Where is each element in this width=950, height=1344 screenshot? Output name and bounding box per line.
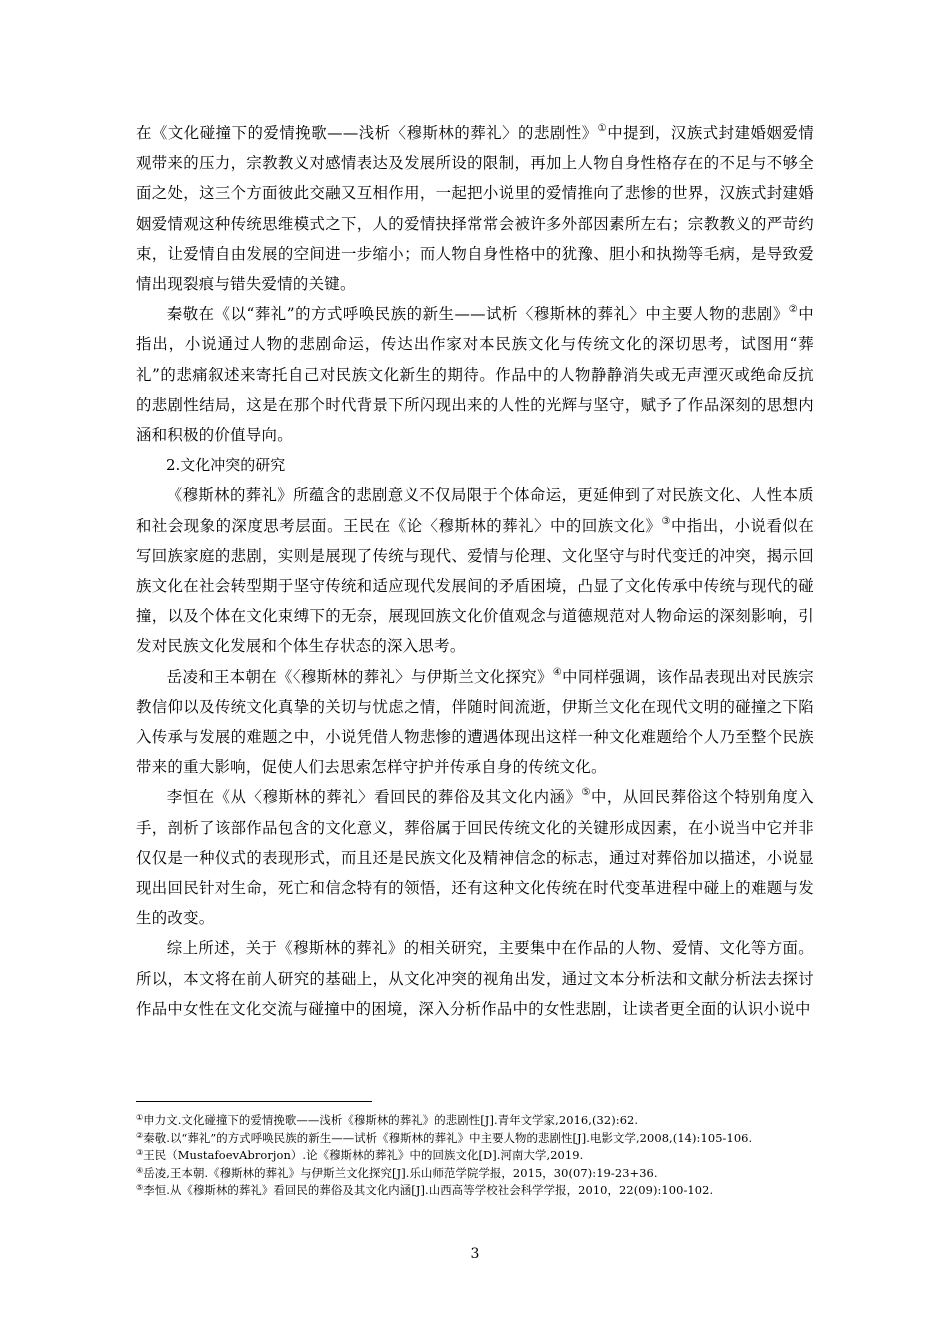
paragraph: 综上所述，关于《穆斯林的葬礼》的相关研究，主要集中在作品的人物、爱情、文化等方面。所以，本文将在前人研究的基础上，从文化冲突的视角出发，通过文本分析法和文献分析法去探讨作品中女性在文化交流与碰撞中的困境，深入分析作品中的女性悲剧，让读者更全面的认识小说中	[136, 939, 814, 1018]
footnote-ref: ①	[597, 123, 608, 134]
paragraph: 岳凌和王本朝在《〈穆斯林的葬礼〉与伊斯兰文化探究》④中同样强调，该作品表现出对民族宗教信仰以及传统文化真挚的关切与忧虑之情，伴随时间流逝，伊斯兰文化在现代文明的碰撞之下陷入传承与发展的难题之中，小说凭借人物悲惨的遭遇体现出这样一种文化难题给个人乃至整个民族带来的重大影响，促使人们去思索怎样守护并传承自身的传统文化。	[136, 666, 814, 777]
body-text	[136, 118, 814, 1024]
paragraph: 李恒在《从〈穆斯林的葬礼〉看回民的葬俗及其文化内涵》⑤中，从回民葬俗这个特别角度入手，剖析了该部作品包含的文化意义，葬俗属于回民传统文化的关键形成因素，在小说当中它并非仅仅是一种仪式的表现形式，而且还是民族文化及精神信念的标志，通过对葬俗加以描述，小说显现出回民针对生命，死亡和信念特有的领悟，还有这种文化传统在时代变革进程中碰上的难题与发生的改变。	[136, 787, 814, 928]
footnotes	[136, 1112, 826, 1200]
footnote-ref: ⑤	[581, 787, 591, 799]
footnote: ⑤李恒.从《穆斯林的葬礼》看回民的葬俗及其文化内涵[J].山西高等学校社会科学学报，2010，22(09):100-102.	[136, 1183, 714, 1197]
footnote-separator	[136, 1101, 372, 1102]
footnote: ③王民（MustafoevAbrorjon）.论《穆斯林的葬礼》中的回族文化[D].河南大学,2019.	[136, 1148, 584, 1162]
footnote-ref: ③	[661, 515, 671, 527]
paragraph: 秦敬在《以“葬礼”的方式呼唤民族的新生——试析〈穆斯林的葬礼〉中主要人物的悲剧》②中指出，小说通过人物的悲剧命运，传达出作家对本民族文化与传统文化的深切思考，试图用“葬礼”的悲痛叙述来寄托自己对民族文化新生的期待。作品中的人物静静消失或无声湮灭或绝命反抗的悲剧性结局，这是在那个时代背景下所闪现出来的人性的光辉与坚守，赋予了作品深刻的思想内涵和积极的价值导向。	[136, 304, 814, 445]
footnote-ref: ④	[552, 666, 563, 678]
footnote: ②秦敬.以“葬礼”的方式呼唤民族的新生——试析《穆斯林的葬礼》中主要人物的悲剧性[J].电影文学,2008,(14):105-106.	[136, 1130, 753, 1145]
footnote: ④岳凌,王本朝.《穆斯林的葬礼》与伊斯兰文化探究[J].乐山师范学院学报，2015，30(07):19-23+36.	[136, 1165, 658, 1180]
paragraph: 《穆斯林的葬礼》所蕴含的悲剧意义不仅局限于个体命运，更延伸到了对民族文化、人性本质和社会现象的深度思考层面。王民在《论〈穆斯林的葬礼〉中的回族文化》③中指出，小说看似在写回族家庭的悲剧，实则是展现了传统与现代、爱情与伦理、文化坚守与时代变迁的冲突，揭示回族文化在社会转型期于坚守传统和适应现代发展间的矛盾困境，凸显了文化传承中传统与现代的碰撞，以及个体在文化束缚下的无奈，展现回族文化价值观念与道德规范对人物命运的深刻影响，引发对民族文化发展和个体生存状态的深入思考。	[136, 486, 815, 656]
section-heading: 2.文化冲突的研究	[166, 456, 286, 475]
footnote-ref: ②	[788, 304, 799, 316]
footnote: ①申力文.文化碰撞下的爱情挽歌——浅析《穆斯林的葬礼》的悲剧性[J].青年文学家,2016,(32):62.	[136, 1113, 639, 1127]
page-number: 3	[470, 1246, 480, 1262]
paragraph: 在《文化碰撞下的爱情挽歌——浅析〈穆斯林的葬礼〉的悲剧性》①中提到，汉族式封建婚姻爱情观带来的压力，宗教教义对感情表达及发展所设的限制，再加上人物自身性格存在的不足与不够全面之处，这三个方面彼此交融又互相作用，一起把小说里的爱情推向了悲惨的世界，汉族式封建婚姻爱情观这种传统思维模式之下，人的爱情抉择常常会被许多外部因素所左右；宗教教义的严苛约束，让爱情自由发展的空间进一步缩小；而人物自身性格中的犹豫、胆小和执拗等毛病，是导致爱情出现裂痕与错失爱情的关键。	[136, 123, 815, 294]
